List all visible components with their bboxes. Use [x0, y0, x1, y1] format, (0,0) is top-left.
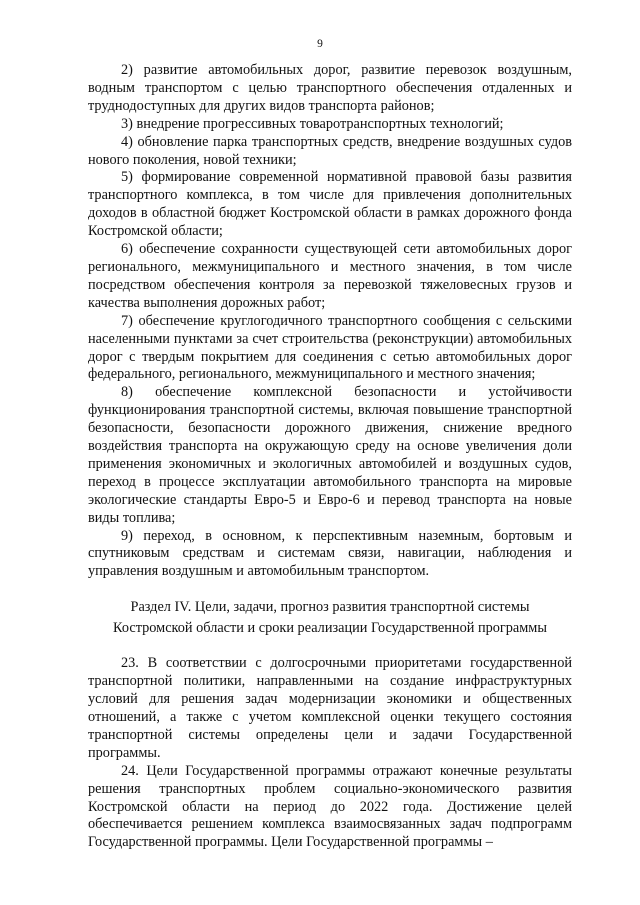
- list-item: 9) переход, в основном, к перспективным наземным, бортовым и спутниковым средствам и системам связи, навигации, наблюдения и управления воздушным и автомобильным транспортом.: [88, 527, 572, 580]
- list-item: 3) внедрение прогрессивных товаротранспортных технологий;: [121, 115, 504, 132]
- list-item: 7) обеспечение круглогодичного транспортного сообщения с сельскими населенными пунктами за счет строительства (реконструкции) автомобильных дорог с твердым покрытием для соединения с сетью автомобильных дорог федерального, регионального, межмуниципального и местного значения;: [88, 312, 572, 383]
- section-heading: [88, 597, 572, 639]
- list-item: 8) обеспечение комплексной безопасности и устойчивости функционирования транспортной системы, включая повышение транспортной безопасности, безопасности дорожного движения, снижение вредного воздействия транспорта на окружающую среду на основе увеличения доли применения экономичных и экологичных автомобилей и воздушных судов, переход в процессе эксплуатации автомобильного транспорта на мировые экологические стандарты Евро-5 и Евро-6 и перевод транспорта на новые виды топлива;: [88, 384, 572, 526]
- list-item: 2) развитие автомобильных дорог, развитие перевозок воздушным, водным транспортом с целью транспортного обеспечения отдаленных и труднодоступных для других видов транспорта районов;: [88, 62, 572, 114]
- list-item: 5) формирование современной нормативной правовой базы развития транспортного комплекса, в том числе для привлечения дополнительных доходов в областной бюджет Костромской области в рамках дорожного фонда Костромской области;: [88, 169, 572, 240]
- section-heading-line: Костромской области и сроки реализации Государственной программы: [113, 620, 547, 637]
- document-body: [88, 62, 572, 852]
- section-heading-line: Раздел IV. Цели, задачи, прогноз развития транспортной системы: [130, 599, 530, 616]
- list-item: 6) обеспечение сохранности существующей сети автомобильных дорог регионального, межмуниципального и местного значения, в том числе посредством обеспечения контроля за перевозкой тяжеловесных грузов и качества выполнения дорожных работ;: [88, 241, 572, 311]
- list-item: 4) обновление парка транспортных средств, внедрение воздушных судов нового поколения, новой техники;: [88, 133, 572, 168]
- paragraph: 23. В соответствии с долгосрочными приоритетами государственной транспортной политики, направленными на создание инфраструктурных условий для решения задач модернизации экономики и общественных отношений, а также с учетом комплексной оценки текущего состояния транспортной системы определены цели и задачи Государственной программы.: [88, 655, 572, 761]
- paragraph: 24. Цели Государственной программы отражают конечные результаты решения транспортных проблем социально-экономического развития Костромской области на период до 2022 года. Достижение целей обеспечивается решением комплекса взаимосвязанных задач подпрограмм Государственной программы. Цели Государственной программы –: [88, 762, 572, 851]
- page-number: 9: [317, 38, 323, 50]
